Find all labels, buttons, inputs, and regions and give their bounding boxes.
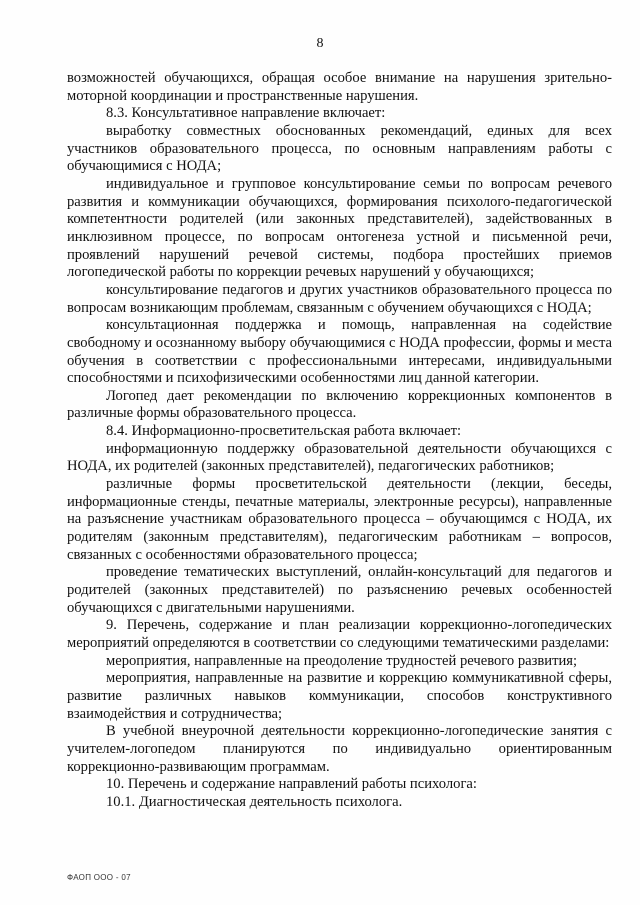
paragraph: возможностей обучающихся, обращая особое внимание на нарушения зрительно-моторной координации и пространственные нарушения. [67, 70, 612, 104]
page-number: 8 [316, 36, 324, 51]
section-heading-9: 9. Перечень, содержание и план реализации коррекционно-логопедических мероприятий определяются в соответствии со следующими тематическими разделами: [67, 617, 612, 651]
paragraph: консультационная поддержка и помощь, направленная на содействие свободному и осознанному выбору обучающимися с НОДА профессии, формы и места обучения в соответствии с профессиональными интересами, индивидуальными способностями и психофизическими особенностями лиц данной категории. [67, 317, 612, 387]
section-heading-8-4: 8.4. Информационно-просветительская работа включает: [106, 423, 462, 440]
section-heading-10: 10. Перечень и содержание направлений работы психолога: [106, 776, 477, 793]
paragraph: информационную поддержку образовательной деятельности обучающихся с НОДА, их родителей (законных представителей), педагогических работников; [67, 440, 612, 475]
paragraph: проведение тематических выступлений, онлайн-консультаций для педагогов и родителей (законных представителей) по разъяснению речевых особенностей обучающихся с двигательными нарушениями. [67, 564, 612, 616]
page-footer: ФАОП ООО - 07 [67, 873, 131, 882]
paragraph: В учебной внеурочной деятельности коррекционно-логопедические занятия с учителем-логопедом планируются по индивидуально ориентированным коррекционно-развивающим программам. [67, 723, 612, 775]
section-heading-8-3: 8.3. Консультативное направление включает: [106, 105, 386, 122]
paragraph: выработку совместных обоснованных рекомендаций, единых для всех участников образовательного процесса, по основным направлениям работы с обучающимися с НОДА; [67, 122, 612, 175]
section-heading-10-1: 10.1. Диагностическая деятельность психолога. [106, 793, 403, 810]
paragraph: мероприятия, направленные на развитие и коррекцию коммуникативной сферы, развитие различных навыков коммуникации, способов конструктивного взаимодействия и сотрудничества; [67, 670, 612, 722]
document-body [67, 70, 612, 812]
paragraph: мероприятия, направленные на преодоление трудностей речевого развития; [106, 652, 578, 669]
paragraph: консультирование педагогов и других участников образовательного процесса по вопросам возникающим проблемам, связанным с обучением обучающихся с НОДА; [67, 281, 612, 316]
paragraph: Логопед дает рекомендации по включению коррекционных компонентов в различные формы образовательного процесса. [67, 387, 612, 422]
paragraph: различные формы просветительской деятельности (лекции, беседы, информационные стенды, печатные материалы, электронные ресурсы), направленные на разъяснение участникам образовательного процесса – обучающимся с НОДА, их родителям (законным представителям), педагогическим работникам – вопросов, связанных с особенностями образовательного процесса; [67, 476, 612, 563]
paragraph: индивидуальное и групповое консультирование семьи по вопросам речевого развития и коммуникации обучающихся, формирования психолого-педагогической компетентности родителей (или законных представителей), задействованных в инклюзивном процессе, по вопросам онтогенеза устной и письменной речи, проявлений нарушений речевой системы, подбора простейших приемов логопедической работы по коррекции речевых нарушений у обучающихся; [67, 175, 612, 281]
